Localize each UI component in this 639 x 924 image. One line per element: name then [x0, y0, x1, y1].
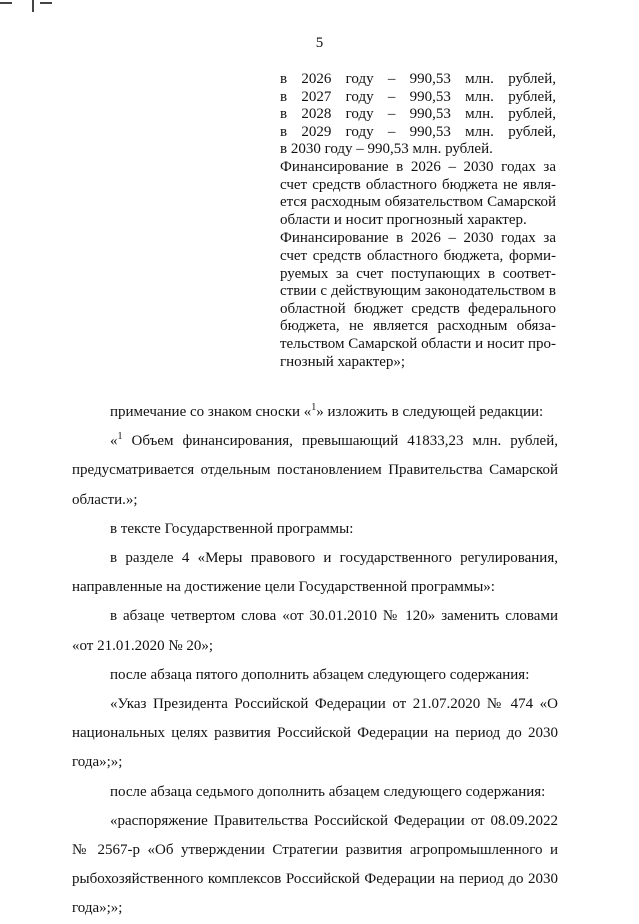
paragraph-after-seventh: после абзаца седьмого дополнить абзацем следующего содержания: [110, 783, 546, 800]
scan-mark [32, 0, 34, 12]
financing-note-2: Финансирование в 2026 – 2030 годах за счет средств областного бюджета, формируемых за счет поступающих в соответствии с действующим законодательством в областной бюджет средств федерального бюджета, не является расходным обязательством Самарской области и носит прогнозный характер»; [280, 230, 556, 370]
paragraph-program-text: в тексте Государственной программы: [110, 520, 354, 537]
paragraph-after-fifth: после абзаца пятого дополнить абзацем следующего содержания: [110, 666, 530, 683]
scan-mark [40, 2, 52, 4]
paragraph-section-4: в разделе 4 «Меры правового и государственного регулирования, направленные на достижение цели Государственной программы»: [72, 550, 558, 596]
financing-note-1: Финансирование в 2026 – 2030 годах за счет средств областного бюджета не является расходным обязательством Самарской области и носит прогнозный характер. [280, 158, 556, 228]
paragraph-footnote-instruction: примечание со знаком сноски «$^1$» изложить в следующей редакции: [110, 402, 544, 420]
financing-year-2026: в 2026 году – 990,53 млн. рублей, [280, 71, 556, 87]
financing-year-2029: в 2029 году – 990,53 млн. рублей, [280, 123, 556, 140]
paragraph-order: «распоряжение Правительства Российской Федерации от 08.09.2022 № 2567-р «Об утверждении Стратегии развития агропромышленного и рыбохозяйственного комплексов Российской Федерации на период до 2030 года»;»; [72, 812, 558, 917]
paragraph-replace-words: в абзаце четвертом слова «от 30.01.2010 № 120» заменить словами «от 21.01.2020 № 20»; [72, 608, 558, 654]
financing-years-list [280, 71, 556, 141]
financing-year-2028: в 2028 году – 990,53 млн. рублей, [280, 106, 556, 123]
financing-year-2030: в 2030 году – 990,53 млн. рублей. [280, 141, 493, 158]
scan-mark [0, 2, 12, 4]
document-body [72, 398, 558, 924]
financing-block [280, 71, 556, 371]
paragraph-decree: «Указ Президента Российской Федерации от 21.07.2020 № 474 «О национальных целях развития Российской Федерации на период до 2030 года»;»; [72, 696, 558, 771]
footnote-marker: 1 [311, 402, 317, 413]
paragraph-footnote-text: «$^1$ Объем финансирования, превышающий 41833,23 млн. рублей, предусматривается отдельным постановлением Правительства Самарской области.»; [72, 431, 558, 508]
financing-year-2027: в 2027 году – 990,53 млн. рублей, [280, 88, 556, 105]
page-number: 5 [315, 35, 324, 51]
footnote-marker: 1 [117, 431, 123, 443]
